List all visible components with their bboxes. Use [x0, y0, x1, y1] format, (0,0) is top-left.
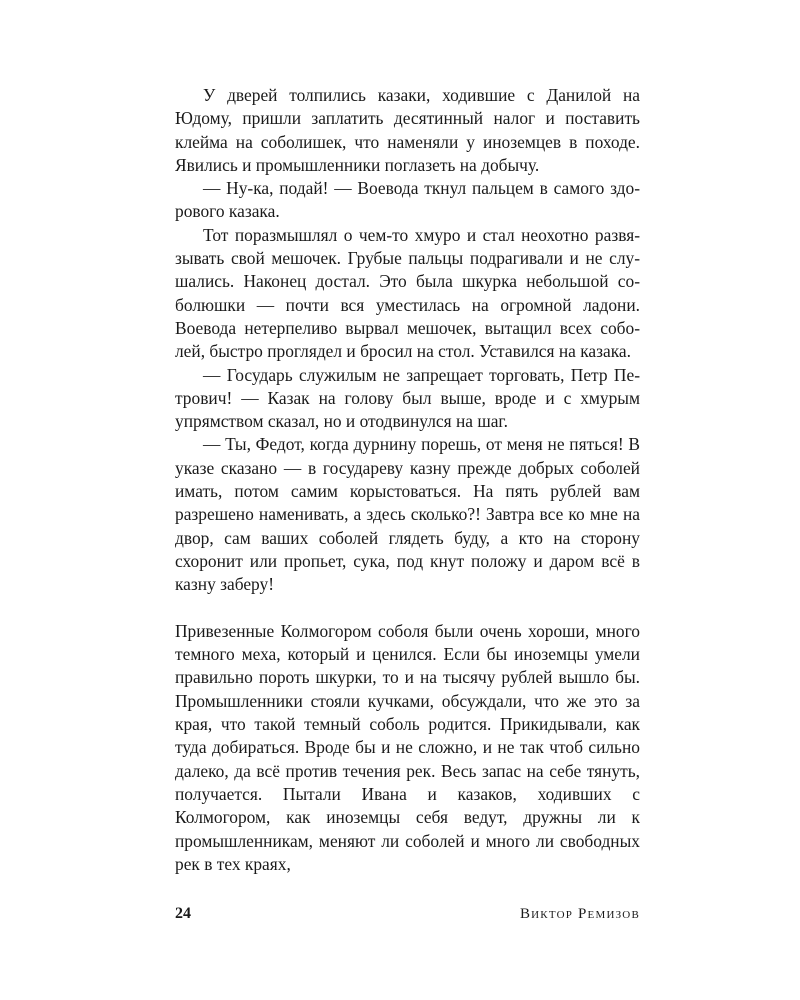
paragraph: — Ну-ка, подай! — Воевода ткнул пальцем в самого здорового казака. — [175, 178, 640, 222]
section-break — [175, 597, 640, 620]
running-head: Виктор Ремизов — [519, 906, 640, 922]
page-body — [175, 84, 640, 964]
main-text — [175, 84, 640, 876]
page-number: 24 — [175, 905, 191, 922]
page-footer — [175, 905, 640, 929]
paragraph: У дверей толпились казаки, ходившие с Данилой на Юдому, пришли заплатить десятинный налог и поставить клейма на соболишек, что наменяли у иноземцев в походе. Явились и промышленники поглазеть на добычу. — [175, 85, 640, 175]
paragraph: — Ты, Федот, когда дурнину порешь, от меня не пяться! В указе сказано — в государеву казну прежде добрых соболей имать, потом самим корыстоваться. На пять рублей вам разрешено наменивать, а здесь сколько?! Завтра все ко мне на двор, сам ваших соболей глядеть буду, а кто на сторону схоронит или пропьет, сука, под кнут положу и даром всё в казну заберу! — [175, 434, 640, 595]
paragraph: Тот поразмышлял о чем-то хмуро и стал неохотно развязывать свой мешочек. Грубые пальцы подрагивали и не слушались. Наконец достал. Это была шкурка небольшой соболюшки — почти вся уместилась на огромной ладони. Воевода нетерпеливо вырвал мешочек, вытащил всех соболей, быстро проглядел и бросил на стол. Уставился на казака. — [175, 224, 640, 362]
paragraph: — Государь служилым не запрещает торговать, Петр Петрович! — Казак на голову был выше, вроде и с хмурым упрямством сказал, но и отодвинулся на шаг. — [175, 364, 640, 432]
paragraph: Привезенные Колмогором соболя были очень хороши, много темного меха, который и ценился. Если бы иноземцы умели правильно пороть шкурки, то и на тысячу рублей вышло бы. Промышленники стояли кучками, обсуждали, что же это за края, что такой темный соболь родится. Прикидывали, как туда добираться. Вроде бы и не сложно, и не так чтоб сильно далеко, да всё против течения рек. Весь запас на себе тянуть, получается. Пытали Ивана и казаков, ходивших с Колмогором, как иноземцы себя ведут, дружны ли к промышленникам, меняют ли соболей и много ли свободных рек в тех краях, — [175, 620, 640, 874]
